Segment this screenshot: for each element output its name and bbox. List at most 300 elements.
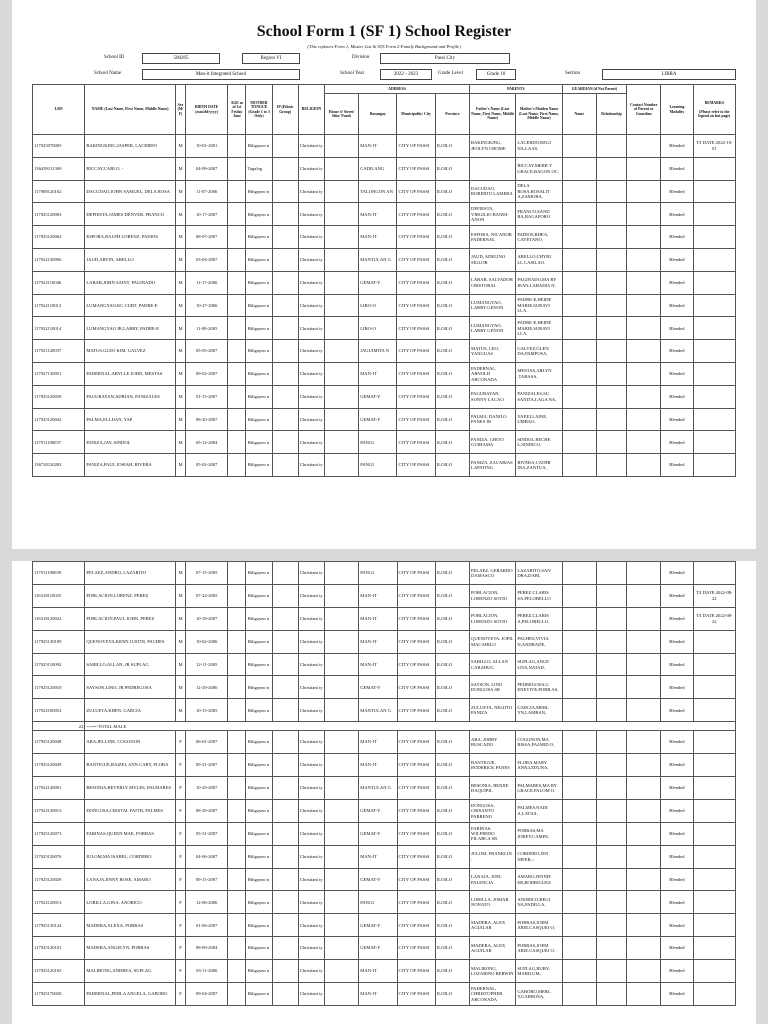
lrn-cell: 117925120076 (33, 845, 85, 868)
birth-date-cell: 09-02-2007 (186, 362, 228, 385)
birth-date-cell: 11-17-2006 (186, 271, 228, 294)
guardian-name-cell (562, 157, 596, 180)
father-name-cell: ESPORA, NICANOR PADERNAL (470, 226, 516, 249)
province-cell: ILOILO (435, 754, 469, 777)
grade-level-value: Grade 10 (476, 69, 516, 80)
religion-cell: Christiani ty (298, 799, 324, 822)
name-cell: DEFIESTA,JAMES DENVER, FRANCO (85, 203, 176, 226)
mother-tongue-cell: Hiligayno n (246, 868, 272, 891)
father-name-cell: BESONIA, BENJIE DAQUIPIL (470, 777, 516, 800)
mother-name-cell: COGONON,MA RISSA,FAJARD O, (516, 731, 562, 754)
father-name-cell: DONGOSA, CRISANTO PARRENO (470, 799, 516, 822)
province-cell: ILOILO (435, 914, 469, 937)
house-cell (325, 960, 359, 983)
barangay-cell: PANGI (359, 562, 397, 585)
sex-cell: M (175, 317, 185, 340)
name-cell: ESPORA,RALPH LORENZ, PADIOS (85, 226, 176, 249)
mother-tongue-cell: Hiligayno n (246, 317, 272, 340)
remarks-cell (693, 157, 735, 180)
municipality-cell: CITY OF PASSI (397, 960, 435, 983)
house-cell (324, 340, 358, 363)
ip-cell (272, 584, 298, 607)
ip-cell (272, 340, 298, 363)
birth-date-cell: 08-09-2004 (186, 937, 228, 960)
mother-tongue-cell: Hiligayno n (246, 653, 272, 676)
guardian-name-cell (562, 676, 596, 699)
name-cell: POBLACION,LORENZ, PEREZ (85, 584, 176, 607)
mother-name-cell: ABELLO,CHYRI LL,CASILAO, (516, 248, 562, 271)
modality-cell: Blended (661, 317, 693, 340)
house-cell (324, 294, 358, 317)
guardian-relationship-cell (596, 203, 626, 226)
mother-name-cell: PORRAS,JOEM ARIE,CASQUEJ O, (516, 914, 562, 937)
birth-date-cell: 07-24-2005 (186, 584, 228, 607)
guardian-relationship-cell (596, 754, 626, 777)
header-remarks (693, 85, 735, 135)
religion-cell: Christiani ty (298, 653, 324, 676)
modality-cell: Blended (661, 454, 693, 477)
contact-cell (627, 676, 661, 699)
house-cell (324, 157, 358, 180)
guardian-name-cell (562, 937, 596, 960)
mother-tongue-cell: Hiligayno n (246, 584, 272, 607)
modality-cell: Blended (661, 385, 693, 408)
barangay-cell: MAN-IT (359, 754, 397, 777)
mother-name-cell: PALMES,NADI A,LATIGI, (516, 799, 562, 822)
contact-cell (627, 937, 661, 960)
mother-tongue-cell: Hiligayno n (246, 248, 272, 271)
modality-cell: Blended (661, 271, 693, 294)
contact-cell (627, 891, 661, 914)
age-cell (228, 584, 246, 607)
remarks-cell (693, 868, 735, 891)
sex-cell: F (176, 799, 186, 822)
father-name-cell: ZULUETA, NELIITO PANIZA (470, 699, 516, 722)
mother-name-cell: ANORICO,REGI NA,PADILLA, (516, 891, 562, 914)
barangay-cell: MANTULAN G (359, 777, 397, 800)
learner-row (33, 340, 736, 363)
mother-tongue-cell: Hiligayno n (246, 408, 272, 431)
header-guardian-name: Name (562, 94, 596, 135)
age-cell (228, 562, 246, 585)
guardian-relationship-cell (596, 431, 626, 454)
religion-cell: Christiani ty (298, 385, 324, 408)
father-name-cell: QUENOVEVA, JOFIL MACAHILO (470, 630, 516, 653)
sex-cell: M (176, 653, 186, 676)
mother-name-cell: GALVEZ,GLEN DA,PAMPOSA, (516, 340, 562, 363)
contact-cell (627, 408, 661, 431)
lrn-cell: 117925120003 (33, 203, 85, 226)
father-name-cell: LABAR, SALVADOR CRISTOBAL (470, 271, 516, 294)
mother-tongue-cell: Hiligayno n (246, 799, 272, 822)
province-cell: ILOILO (435, 937, 469, 960)
mother-name-cell: PANIZALES,SU SANITA,LAGA NA, (516, 385, 562, 408)
guardian-name-cell (562, 914, 596, 937)
name-cell: ABA,JELLINE, COGONON (85, 731, 176, 754)
municipality-cell: CITY OF PASSI (397, 431, 435, 454)
guardian-name-cell (562, 777, 596, 800)
mother-name-cell: PEREZ,CLARIS A,PELOBELLO, (516, 607, 562, 630)
school-year-value: 2022 - 2023 (380, 69, 432, 80)
guardian-relationship-cell (596, 845, 626, 868)
house-cell (325, 845, 359, 868)
province-cell: ILOILO (435, 317, 469, 340)
religion-cell: Christiani ty (298, 777, 324, 800)
house-cell (324, 317, 358, 340)
guardian-name-cell (562, 868, 596, 891)
father-name-cell: BAKINGKING, JEOLYN CHOME (470, 135, 516, 158)
guardian-name-cell (562, 960, 596, 983)
barangay-cell: MANTULAN G (359, 248, 397, 271)
learner-row (33, 891, 736, 914)
father-name-cell: POBLACION, LORENZO SOTIO (470, 607, 516, 630)
lrn-cell: 117927130051 (33, 362, 85, 385)
barangay-cell: GEMAT-Y (359, 914, 397, 937)
remarks-cell (693, 385, 735, 408)
guardian-relationship-cell (596, 180, 626, 203)
contact-cell (627, 777, 661, 800)
mother-tongue-cell: Hiligayno n (246, 822, 272, 845)
section-value: LIBRA (602, 69, 736, 80)
ip-cell (272, 454, 298, 477)
header-guardian: GUARDIAN (if Not Parent) (562, 85, 626, 94)
house-cell (324, 271, 358, 294)
sex-cell: F (176, 983, 186, 1006)
lrn-cell: 117925120073 (33, 822, 85, 845)
guardian-relationship-cell (596, 385, 626, 408)
contact-cell (627, 983, 661, 1006)
barangay-cell: GEMAT-Y (359, 822, 397, 845)
house-cell (325, 822, 359, 845)
sex-cell: F (176, 822, 186, 845)
province-cell: ILOILO (435, 248, 469, 271)
religion-cell: Christiani ty (298, 294, 324, 317)
barangay-cell: PANGI (359, 891, 397, 914)
modality-cell: Blended (661, 135, 693, 158)
mother-tongue-cell: Hiligayno n (246, 294, 272, 317)
barangay-cell: MAN-IT (359, 731, 397, 754)
guardian-relationship-cell (596, 868, 626, 891)
religion-cell: Christiani ty (298, 960, 324, 983)
religion-cell: Christiani ty (298, 135, 324, 158)
father-name-cell: MADERA, ALEX AGUILAR (470, 914, 516, 937)
header-parents: PARENTS (470, 85, 563, 94)
mother-name-cell: RIVERA,CATHR INA,ZANTUA, (516, 454, 562, 477)
birth-date-cell: 01-15-2007 (186, 385, 228, 408)
guardian-name-cell (562, 607, 596, 630)
barangay-cell: LIBO-O (359, 317, 397, 340)
age-cell (228, 653, 246, 676)
guardian-name-cell (562, 362, 596, 385)
name-cell: MATUS,GLEO KIM, GALVEZ (85, 340, 176, 363)
sex-cell: M (176, 630, 186, 653)
ip-cell (272, 408, 298, 431)
lrn-cell: 117922100052 (33, 699, 85, 722)
house-cell (325, 676, 359, 699)
guardian-name-cell (562, 822, 596, 845)
sex-cell: M (175, 135, 185, 158)
mother-name-cell: GABORO,MERL Y,GARBOSA, (516, 983, 562, 1006)
province-cell: ILOILO (435, 408, 469, 431)
guardian-relationship-cell (596, 340, 626, 363)
lrn-cell: 117925120039 (33, 385, 85, 408)
guardian-relationship-cell (596, 454, 626, 477)
modality-cell: Blended (661, 340, 693, 363)
religion-cell: Christiani ty (298, 699, 324, 722)
guardian-relationship-cell (596, 676, 626, 699)
name-cell: MADERA,ANGELYN, PORRAS (85, 937, 176, 960)
header-guardian-relationship: Relationship (596, 94, 626, 135)
remarks-cell (693, 203, 735, 226)
ip-cell (272, 960, 298, 983)
religion-cell: Christiani ty (298, 226, 324, 249)
mother-name-cell: PADRE-E,HEIDE MARIE,SURAVI LLA, (516, 294, 562, 317)
section-label: Section (565, 71, 580, 76)
name-cell: BANTIGUE,RAIZEL ANN CARY, FLORA (85, 754, 176, 777)
lrn-cell: 136720120282 (33, 454, 85, 477)
guardian-name-cell (562, 731, 596, 754)
municipality-cell: CITY OF PASSI (397, 135, 435, 158)
guardian-name-cell (562, 983, 596, 1006)
remarks-cell: T/I DATE:2022-08-22 (693, 607, 735, 630)
municipality-cell: CITY OF PASSI (397, 653, 435, 676)
learner-row (33, 584, 736, 607)
sex-cell: F (176, 960, 186, 983)
father-name-cell: PELAEZ, GERARDO DAMASCO (470, 562, 516, 585)
modality-cell: Blended (661, 203, 693, 226)
guardian-relationship-cell (596, 960, 626, 983)
guardian-name-cell (562, 226, 596, 249)
father-name-cell: LUMANGYAO, LARRY GENON (470, 317, 516, 340)
mother-name-cell: FLORA,MARY ANN,LEDUNA, (516, 754, 562, 777)
municipality-cell: CITY OF PASSI (397, 731, 435, 754)
ip-cell (272, 868, 298, 891)
mother-tongue-cell: Hiligayno n (246, 385, 272, 408)
house-cell (324, 385, 358, 408)
lrn-cell: 117925120010 (33, 676, 85, 699)
sex-cell: M (176, 676, 186, 699)
lrn-cell: 117925120029 (33, 868, 85, 891)
name-cell: PELAEZ,ANDRO, LAZARITO (85, 562, 176, 585)
modality-cell: Blended (661, 180, 693, 203)
contact-cell (627, 157, 661, 180)
name-cell: PANIZA,PAUL JOSIAH, RIVERA (85, 454, 176, 477)
house-cell (324, 248, 358, 271)
contact-cell (627, 653, 661, 676)
religion-cell: Christiani ty (298, 754, 324, 777)
mother-tongue-cell: Hiligayno n (246, 340, 272, 363)
region-value: Region VI (242, 53, 300, 64)
school-year-label: School Year (340, 71, 365, 76)
learner-row (33, 362, 736, 385)
name-cell: LANAJA,JINNY ROSE, AMARO (85, 868, 176, 891)
barangay-cell: MAN-IT (359, 362, 397, 385)
modality-cell: Blended (661, 157, 693, 180)
modality-cell: Blended (661, 799, 693, 822)
municipality-cell: CITY OF PASSI (397, 891, 435, 914)
contact-cell (627, 180, 661, 203)
age-cell (228, 630, 246, 653)
remarks-cell: T/I DATE:2022-08-22 (693, 584, 735, 607)
modality-cell: Blended (661, 630, 693, 653)
contact-cell (627, 584, 661, 607)
father-name-cell: FARINAS, WILFREDO FILABCA SR (470, 822, 516, 845)
municipality-cell: CITY OF PASSI (397, 271, 435, 294)
remarks-cell (693, 362, 735, 385)
religion-cell: Christiani ty (298, 891, 324, 914)
guardian-name-cell (562, 340, 596, 363)
house-cell (324, 431, 358, 454)
learner-row (33, 294, 736, 317)
mother-tongue-cell: Hiligayno n (246, 271, 272, 294)
province-cell: ILOILO (435, 983, 469, 1006)
remarks-label: REMARKS (704, 100, 724, 105)
lrn-cell: 117922130006 (33, 248, 85, 271)
guardian-relationship-cell (596, 584, 626, 607)
name-cell: LUMANGYAO,KC CURT, PADRE-E (85, 294, 176, 317)
father-name-cell: PALMA, DANILO PANES JR (470, 408, 516, 431)
province-cell: ILOILO (435, 226, 469, 249)
ip-cell (272, 983, 298, 1006)
contact-cell (627, 799, 661, 822)
birth-date-cell: 07-15-2005 (186, 562, 228, 585)
learner-row (33, 799, 736, 822)
municipality-cell: CITY OF PASSI (397, 845, 435, 868)
learner-row (33, 845, 736, 868)
municipality-cell: CITY OF PASSI (397, 226, 435, 249)
contact-cell (627, 294, 661, 317)
school-id-value: 500205 (142, 53, 220, 64)
division-value: Passi City (380, 53, 510, 64)
header-mother: Mother's Maiden Name (Last Name, First Name, Middle Name) (516, 94, 562, 135)
guardian-relationship-cell (596, 294, 626, 317)
modality-cell: Blended (661, 248, 693, 271)
ip-cell (272, 135, 298, 158)
house-cell (325, 868, 359, 891)
municipality-cell: CITY OF PASSI (397, 822, 435, 845)
mother-tongue-cell: Hiligayno n (246, 777, 272, 800)
house-cell (325, 983, 359, 1006)
modality-cell: Blended (661, 937, 693, 960)
religion-cell: Christiani ty (298, 822, 324, 845)
guardian-relationship-cell (596, 731, 626, 754)
contact-cell (627, 731, 661, 754)
province-cell: ILOILO (435, 294, 469, 317)
province-cell: ILOILO (435, 203, 469, 226)
age-cell (228, 157, 246, 180)
form-title: School Form 1 (SF 1) School Register (256, 23, 512, 40)
name-cell: BESONIA,BEVERLY MYLES, PALMARES (85, 777, 176, 800)
lrn-cell: 117922110013 (33, 294, 85, 317)
religion-cell: Christiani ty (298, 731, 324, 754)
house-cell (325, 937, 359, 960)
name-cell: ZULUETA,KHEN, GARCIA (85, 699, 176, 722)
contact-cell (627, 630, 661, 653)
guardian-relationship-cell (596, 653, 626, 676)
modality-cell: Blended (661, 891, 693, 914)
province-cell: ILOILO (435, 157, 469, 180)
sex-cell: M (175, 408, 185, 431)
municipality-cell: CITY OF PASSI (397, 362, 435, 385)
religion-cell: Christiani ty (298, 203, 324, 226)
birth-date-cell: 04-06-2007 (186, 845, 228, 868)
barangay-cell: TALONGON AN (359, 180, 397, 203)
name-cell: PADERNAL,ARYLLE JOHN, MESTAS (85, 362, 176, 385)
age-cell (228, 799, 246, 822)
father-name-cell: PANIZA, ZACARIAS LAPATING (470, 454, 516, 477)
province-cell: ILOILO (435, 699, 469, 722)
mother-tongue-cell: Hiligayno n (246, 983, 272, 1006)
age-cell (228, 226, 246, 249)
total-male-row (33, 722, 736, 731)
learner-row (33, 777, 736, 800)
age-cell (228, 845, 246, 868)
lrn-cell: 116318120022 (33, 607, 85, 630)
lrn-cell: 117922140001 (33, 777, 85, 800)
birth-date-cell: 05-05-2007 (186, 340, 228, 363)
total-male-label: <=== TOTAL MALE (85, 722, 736, 731)
remarks-cell (693, 317, 735, 340)
house-cell (324, 203, 358, 226)
header-birth-date: BIRTH DATE (mm/dd/yyyy) (186, 85, 228, 135)
learner-rows-page-1 (33, 135, 736, 477)
province-cell: ILOILO (435, 845, 469, 868)
barangay-cell: GEMAT-Y (359, 408, 397, 431)
sex-cell: M (176, 584, 186, 607)
learner-row (33, 317, 736, 340)
house-cell (325, 699, 359, 722)
learner-row (33, 180, 736, 203)
lrn-cell: 117925120042 (33, 408, 85, 431)
remarks-cell (693, 226, 735, 249)
guardian-relationship-cell (596, 135, 626, 158)
age-cell (228, 754, 246, 777)
name-cell: LUMANGYAO JR,LARRY, PADRE-E (85, 317, 176, 340)
municipality-cell: CITY OF PASSI (397, 937, 435, 960)
remarks-cell (693, 294, 735, 317)
header-house: House #/ Street/ Sitio/ Purok (324, 94, 358, 135)
contact-cell (627, 562, 661, 585)
guardian-name-cell (562, 431, 596, 454)
religion-cell: Christiani ty (298, 271, 324, 294)
learner-row (33, 754, 736, 777)
province-cell: ILOILO (435, 653, 469, 676)
municipality-cell: CITY OF PASSI (397, 868, 435, 891)
sex-cell: F (176, 731, 186, 754)
modality-cell: Blended (661, 408, 693, 431)
sex-cell: M (175, 180, 185, 203)
ip-cell (272, 180, 298, 203)
register-table-page-1 (32, 84, 736, 477)
religion-cell: Christiani ty (298, 937, 324, 960)
father-name-cell: LANAJA, JOEL PALENCIA (470, 868, 516, 891)
age-cell (228, 362, 246, 385)
header-barangay: Barangay (359, 94, 397, 135)
remarks-cell (693, 960, 735, 983)
guardian-relationship-cell (596, 226, 626, 249)
birth-date-cell: 09-15-2007 (186, 868, 228, 891)
province-cell: ILOILO (435, 180, 469, 203)
header-municipality: Municipality/ City (397, 94, 435, 135)
barangay-cell: GEMAT-Y (359, 385, 397, 408)
contact-cell (627, 822, 661, 845)
ip-cell (272, 157, 298, 180)
learner-row (33, 271, 736, 294)
modality-cell: Blended (661, 914, 693, 937)
age-cell (228, 607, 246, 630)
ip-cell (272, 914, 298, 937)
religion-cell: Christiani ty (298, 584, 324, 607)
